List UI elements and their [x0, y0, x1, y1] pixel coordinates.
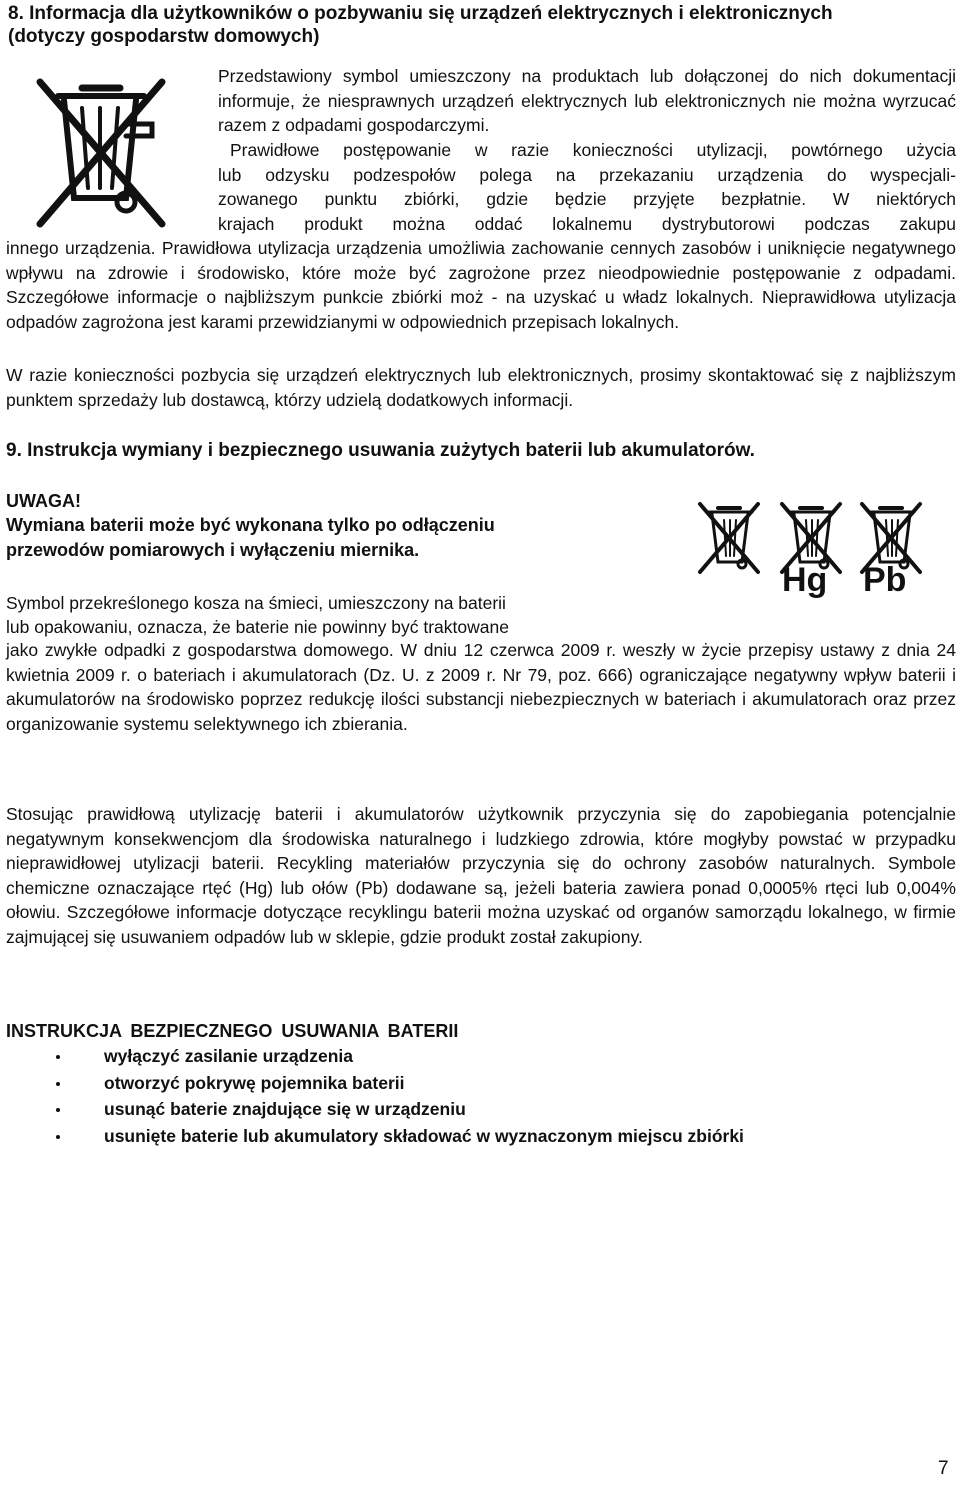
bullet-icon: [56, 1082, 60, 1086]
instruction-text: wyłączyć zasilanie urządzenia: [104, 1046, 354, 1066]
page-number: 7: [938, 1458, 949, 1479]
bullet-icon: [56, 1108, 60, 1112]
contact-paragraph: W razie konieczności pozbycia się urządzeń elektrycznych lub elektronicznych, prosimy skontaktować się z najbliższym punktem sprzedaży lub dostawcą, którzy udzielą dodatkowych informacji.: [6, 365, 956, 410]
instruction-item: [50, 1098, 744, 1125]
battery-symbol-line-1: Symbol przekreślonego kosza na śmieci, umieszczony na baterii: [6, 593, 506, 613]
disposal-paragraph-rest: innego urządzenia. Prawidłowa utylizacja urządzenia umożliwia zachowanie cennych zasobów i uniknięcie negatywnego wpływu na zdrowie i środowisko, które może być zagrożone przez nieodpowiednie postępowanie z odpadami. Szczegółowe informacje o najbliższym punkcie zbiórki moż - na uzyskać u władz lokalnych. Nieprawidłowa utylizacja odpadów zagrożona jest karami przewidzianymi w odpowiednich przepisach lokalnych.: [6, 238, 956, 332]
instruction-item: [50, 1072, 744, 1099]
weee-symbol-paragraph: Przedstawiony symbol umieszczony na produktach lub dołączonej do nich dokumentacji informuje, że niesprawnych urządzeń elektrycznych lub elektronicznych nie można wyrzucać razem z odpadami gospodarczymi.: [218, 66, 956, 136]
section-8-title: 8. Informacja dla użytkowników o pozbywaniu się urządzeń elektrycznych i elektronicznych: [8, 3, 833, 24]
section-8-subtitle: (dotyczy gospodarstw domowych): [8, 26, 320, 47]
instruction-item: [50, 1045, 744, 1072]
instruction-item: [50, 1125, 744, 1152]
lead-symbol-label: Pb: [863, 561, 907, 599]
disposal-line-2: lub odzysku podzespołów polega na przekazaniu urządzenia do wyspecjali-: [218, 165, 956, 185]
instructions-title: INSTRUKCJA BEZPIECZNEGO USUWANIA BATERII: [6, 1021, 459, 1041]
warning-line-2: przewodów pomiarowych i wyłączeniu miernika.: [6, 540, 420, 560]
bullet-icon: [56, 1135, 60, 1139]
disposal-line-4: krajach produkt można oddać lokalnemu dystrybutorowi podczas zakupu: [218, 214, 956, 234]
instruction-text: usunięte baterie lub akumulatory składować w wyznaczonym miejscu zbiórki: [104, 1125, 744, 1146]
section-9-title: 9. Instrukcja wymiany i bezpiecznego usuwania zużytych baterii lub akumulatorów.: [6, 440, 755, 461]
weee-bin-icon: [34, 74, 168, 234]
battery-regulation-paragraph: jako zwykłe odpadki z gospodarstwa domowego. W dniu 12 czerwca 2009 r. weszły w życie przepisy ustawy z dnia 24 kwietnia 2009 r. o bateriach i akumulatorach (Dz. U. z 2009 r. Nr 79, poz. 666) ograniczające negatywny wpływ baterii i akumulatorów na środowisko poprzez redukcję ilości substancji niebezpiecznych w bateriach i akumulatorach oraz przez organizowanie systemu selektywnego ich zbierania.: [6, 640, 956, 734]
warning-label: UWAGA!: [6, 491, 81, 511]
bullet-icon: [56, 1055, 60, 1059]
instruction-text: otworzyć pokrywę pojemnika baterii: [104, 1072, 405, 1093]
battery-recycling-paragraph: Stosując prawidłową utylizację baterii i akumulatorów użytkownik przyczynia się do zapobiegania potencjalnie negatywnym konsekwencjom dla środowiska naturalnego i ludzkiego zdrowia, które mogłyby powstać w przypadku nieprawidłowej utylizacji baterii. Recykling materiałów przyczynia się do ochrony zasobów naturalnych. Symbole chemiczne oznaczające rtęć (Hg) lub ołów (Pb) dodawane są, jeżeli bateria zawiera ponad 0,0005% rtęci lub 0,004% ołowiu. Szczegółowe informacje dotyczące recyklingu baterii można uzyskać od organów samorządu lokalnego, w firmie zajmującej się usuwaniem odpadów lub w sklepie, gdzie produkt został zakupiony.: [6, 804, 956, 947]
mercury-symbol-label: Hg: [782, 561, 828, 599]
battery-symbol-line-2: lub opakowaniu, oznacza, że baterie nie powinny być traktowane: [6, 617, 509, 637]
instructions-list: [50, 1045, 744, 1151]
disposal-line-1: Prawidłowe postępowanie w razie konieczności utylizacji, powtórnego użycia: [230, 140, 956, 160]
disposal-line-3: zowanego punktu zbiórki, gdzie będzie przyjęte bezpłatnie. W niektórych: [218, 189, 956, 209]
instruction-text: usunąć baterie znajdujące się w urządzeniu: [104, 1099, 466, 1119]
warning-line-1: Wymiana baterii może być wykonana tylko po odłączeniu: [6, 515, 495, 535]
